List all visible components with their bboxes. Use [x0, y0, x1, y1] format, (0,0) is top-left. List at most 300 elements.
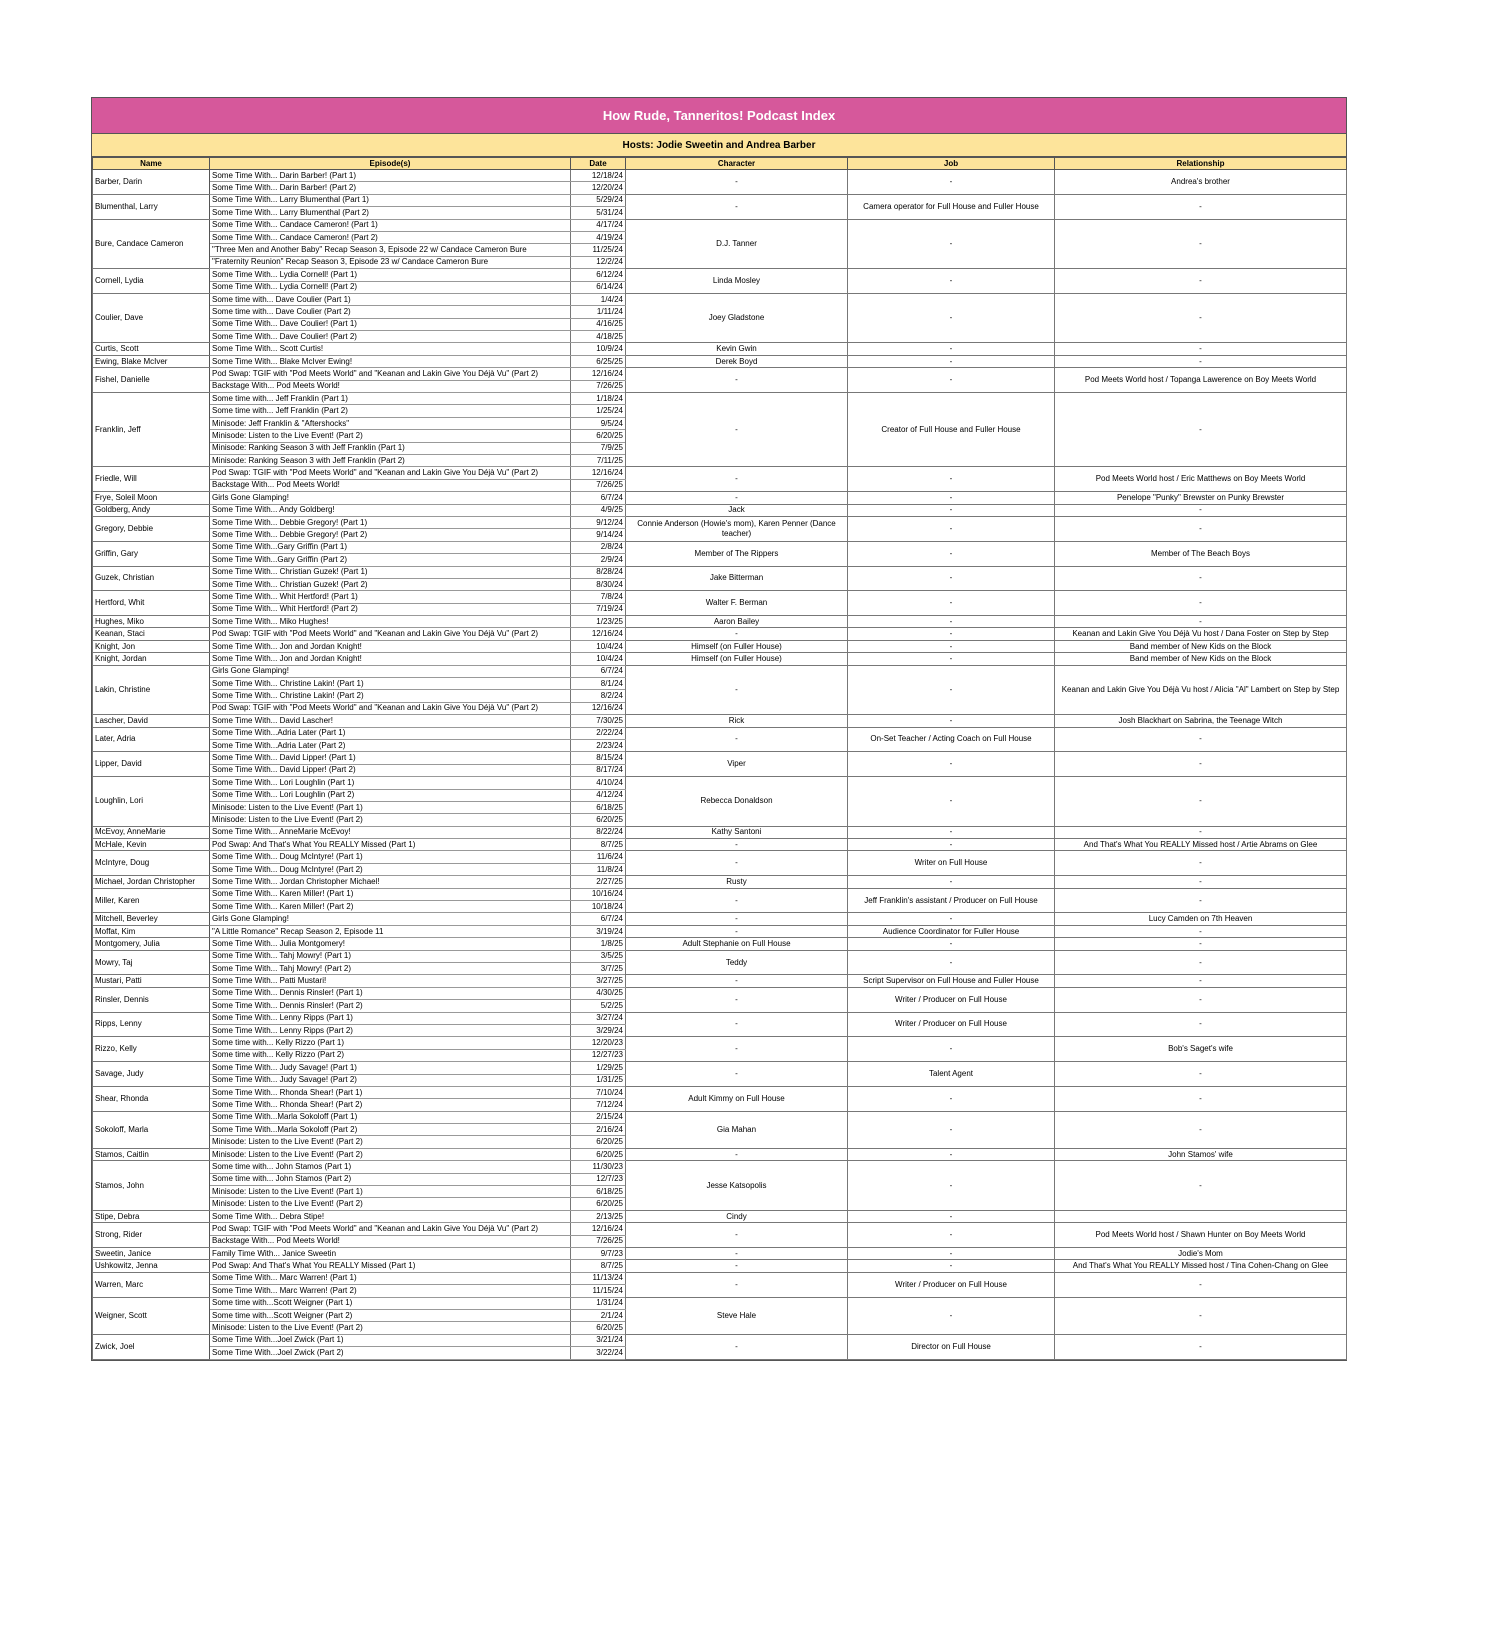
job-cell[interactable]: -: [848, 1086, 1055, 1111]
guest-name-cell[interactable]: Zwick, Joel: [93, 1334, 210, 1359]
episode-title-cell[interactable]: Some Time With... Julia Montgomery!: [210, 938, 571, 950]
episode-title-cell[interactable]: Girls Gone Glamping!: [210, 913, 571, 925]
job-cell[interactable]: Director on Full House: [848, 1334, 1055, 1359]
relationship-cell[interactable]: Band member of New Kids on the Block: [1055, 640, 1347, 652]
episode-date-cell[interactable]: 1/8/25: [571, 938, 626, 950]
episode-date-cell[interactable]: 8/22/24: [571, 826, 626, 838]
episode-title-cell[interactable]: Some Time With... Candace Cameron! (Part 1): [210, 219, 571, 231]
job-cell[interactable]: -: [848, 1037, 1055, 1062]
guest-name-cell[interactable]: Mustari, Patti: [93, 975, 210, 987]
guest-name-cell[interactable]: Goldberg, Andy: [93, 504, 210, 516]
job-cell[interactable]: Writer on Full House: [848, 851, 1055, 876]
relationship-cell[interactable]: -: [1055, 1161, 1347, 1211]
episode-date-cell[interactable]: 6/18/25: [571, 801, 626, 813]
job-cell[interactable]: -: [848, 628, 1055, 640]
episode-date-cell[interactable]: 3/27/24: [571, 1012, 626, 1024]
episode-date-cell[interactable]: 8/1/24: [571, 678, 626, 690]
guest-name-cell[interactable]: Keanan, Staci: [93, 628, 210, 640]
episode-title-cell[interactable]: Some Time With... Darin Barber! (Part 2): [210, 182, 571, 194]
episode-date-cell[interactable]: 2/16/24: [571, 1124, 626, 1136]
episode-date-cell[interactable]: 6/18/25: [571, 1186, 626, 1198]
episode-title-cell[interactable]: Girls Gone Glamping!: [210, 492, 571, 504]
relationship-cell[interactable]: -: [1055, 975, 1347, 987]
guest-name-cell[interactable]: Stamos, Caitlin: [93, 1148, 210, 1160]
relationship-cell[interactable]: Member of The Beach Boys: [1055, 541, 1347, 566]
job-cell[interactable]: -: [848, 1223, 1055, 1248]
episode-date-cell[interactable]: 8/2/24: [571, 690, 626, 702]
episode-title-cell[interactable]: Some Time With...Gary Griffin (Part 1): [210, 541, 571, 553]
relationship-cell[interactable]: -: [1055, 355, 1347, 367]
episode-date-cell[interactable]: 3/19/24: [571, 925, 626, 937]
episode-date-cell[interactable]: 3/22/24: [571, 1347, 626, 1359]
episode-title-cell[interactable]: Some Time With...Marla Sokoloff (Part 1): [210, 1111, 571, 1123]
character-cell[interactable]: -: [626, 492, 848, 504]
episode-date-cell[interactable]: 7/9/25: [571, 442, 626, 454]
episode-date-cell[interactable]: 11/13/24: [571, 1272, 626, 1284]
character-cell[interactable]: Jake Bitterman: [626, 566, 848, 591]
relationship-cell[interactable]: -: [1055, 393, 1347, 467]
relationship-cell[interactable]: -: [1055, 826, 1347, 838]
episode-title-cell[interactable]: Some Time With... Judy Savage! (Part 1): [210, 1062, 571, 1074]
relationship-cell[interactable]: -: [1055, 777, 1347, 827]
relationship-cell[interactable]: And That's What You REALLY Missed host / Tina Cohen-Chang on Glee: [1055, 1260, 1347, 1272]
episode-date-cell[interactable]: 2/22/24: [571, 727, 626, 739]
episode-date-cell[interactable]: 12/16/24: [571, 467, 626, 479]
episode-title-cell[interactable]: Some Time With... Jon and Jordan Knight!: [210, 653, 571, 665]
character-cell[interactable]: Kathy Santoni: [626, 826, 848, 838]
job-cell[interactable]: -: [848, 777, 1055, 827]
character-cell[interactable]: -: [626, 727, 848, 752]
episode-date-cell[interactable]: 5/2/25: [571, 1000, 626, 1012]
character-cell[interactable]: Kevin Gwin: [626, 343, 848, 355]
episode-date-cell[interactable]: 9/12/24: [571, 516, 626, 528]
episode-title-cell[interactable]: Some time with... Kelly Rizzo (Part 2): [210, 1049, 571, 1061]
character-cell[interactable]: -: [626, 628, 848, 640]
relationship-cell[interactable]: -: [1055, 727, 1347, 752]
guest-name-cell[interactable]: Mitchell, Beverley: [93, 913, 210, 925]
episode-date-cell[interactable]: 8/7/25: [571, 1260, 626, 1272]
guest-name-cell[interactable]: Weigner, Scott: [93, 1297, 210, 1334]
episode-date-cell[interactable]: 10/18/24: [571, 901, 626, 913]
episode-date-cell[interactable]: 1/11/24: [571, 306, 626, 318]
relationship-cell[interactable]: -: [1055, 1272, 1347, 1297]
episode-date-cell[interactable]: 12/20/23: [571, 1037, 626, 1049]
episode-title-cell[interactable]: Backstage With... Pod Meets World!: [210, 479, 571, 491]
episode-title-cell[interactable]: Some Time With... Karen Miller! (Part 2): [210, 901, 571, 913]
relationship-cell[interactable]: Pod Meets World host / Eric Matthews on Boy Meets World: [1055, 467, 1347, 492]
episode-title-cell[interactable]: Pod Swap: TGIF with "Pod Meets World" and "Keanan and Lakin Give You Déjà Vu" (Part 2): [210, 1223, 571, 1235]
episode-title-cell[interactable]: Some Time With...Adria Later (Part 1): [210, 727, 571, 739]
job-cell[interactable]: -: [848, 653, 1055, 665]
job-cell[interactable]: -: [848, 516, 1055, 541]
episode-title-cell[interactable]: Some time with... Dave Coulier (Part 2): [210, 306, 571, 318]
job-cell[interactable]: -: [848, 467, 1055, 492]
episode-title-cell[interactable]: Some Time With... Doug McIntyre! (Part 2): [210, 863, 571, 875]
character-cell[interactable]: Rusty: [626, 876, 848, 888]
episode-title-cell[interactable]: Pod Swap: And That's What You REALLY Missed (Part 1): [210, 839, 571, 851]
episode-date-cell[interactable]: 4/12/24: [571, 789, 626, 801]
column-header-date[interactable]: Date: [571, 158, 626, 170]
episode-title-cell[interactable]: Some Time With...Marla Sokoloff (Part 2): [210, 1124, 571, 1136]
episode-date-cell[interactable]: 1/25/24: [571, 405, 626, 417]
guest-name-cell[interactable]: Shear, Rhonda: [93, 1086, 210, 1111]
episode-title-cell[interactable]: Some Time With... Christine Lakin! (Part 2): [210, 690, 571, 702]
episode-date-cell[interactable]: 9/5/24: [571, 417, 626, 429]
relationship-cell[interactable]: Pod Meets World host / Topanga Lawerence on Boy Meets World: [1055, 368, 1347, 393]
episode-title-cell[interactable]: Some Time With... David Lascher!: [210, 715, 571, 727]
relationship-cell[interactable]: Pod Meets World host / Shawn Hunter on Boy Meets World: [1055, 1223, 1347, 1248]
character-cell[interactable]: Aaron Bailey: [626, 616, 848, 628]
episode-date-cell[interactable]: 7/26/25: [571, 1235, 626, 1247]
relationship-cell[interactable]: Keanan and Lakin Give You Déjà Vu host / Dana Foster on Step by Step: [1055, 628, 1347, 640]
episode-date-cell[interactable]: 11/6/24: [571, 851, 626, 863]
episode-date-cell[interactable]: 1/18/24: [571, 393, 626, 405]
character-cell[interactable]: -: [626, 1223, 848, 1248]
episode-date-cell[interactable]: 12/16/24: [571, 1223, 626, 1235]
episode-date-cell[interactable]: 7/30/25: [571, 715, 626, 727]
job-cell[interactable]: -: [848, 1161, 1055, 1211]
character-cell[interactable]: -: [626, 987, 848, 1012]
episode-date-cell[interactable]: 2/23/24: [571, 739, 626, 751]
episode-date-cell[interactable]: 8/7/25: [571, 839, 626, 851]
episode-title-cell[interactable]: Pod Swap: TGIF with "Pod Meets World" and "Keanan and Lakin Give You Déjà Vu" (Part 2): [210, 702, 571, 714]
episode-date-cell[interactable]: 3/29/24: [571, 1024, 626, 1036]
episode-title-cell[interactable]: Some Time With... Darin Barber! (Part 1): [210, 170, 571, 182]
episode-date-cell[interactable]: 11/25/24: [571, 244, 626, 256]
episode-title-cell[interactable]: Some time with... Jeff Franklin (Part 2): [210, 405, 571, 417]
relationship-cell[interactable]: -: [1055, 888, 1347, 913]
relationship-cell[interactable]: -: [1055, 938, 1347, 950]
episode-date-cell[interactable]: 2/8/24: [571, 541, 626, 553]
guest-name-cell[interactable]: Rinsler, Dennis: [93, 987, 210, 1012]
relationship-cell[interactable]: -: [1055, 1111, 1347, 1148]
episode-title-cell[interactable]: Family Time With... Janice Sweetin: [210, 1247, 571, 1259]
episode-title-cell[interactable]: Some Time With...Joel Zwick (Part 2): [210, 1347, 571, 1359]
job-cell[interactable]: -: [848, 293, 1055, 343]
episode-title-cell[interactable]: Some Time With... Jordan Christopher Michael!: [210, 876, 571, 888]
episode-title-cell[interactable]: Some Time With... Judy Savage! (Part 2): [210, 1074, 571, 1086]
episode-title-cell[interactable]: Some Time With... Debbie Gregory! (Part 2): [210, 529, 571, 541]
episode-title-cell[interactable]: Some Time With...Gary Griffin (Part 2): [210, 554, 571, 566]
episode-title-cell[interactable]: Minisode: Ranking Season 3 with Jeff Franklin (Part 1): [210, 442, 571, 454]
character-cell[interactable]: -: [626, 1012, 848, 1037]
guest-name-cell[interactable]: Warren, Marc: [93, 1272, 210, 1297]
episode-date-cell[interactable]: 6/7/24: [571, 492, 626, 504]
character-cell[interactable]: Member of The Rippers: [626, 541, 848, 566]
character-cell[interactable]: -: [626, 194, 848, 219]
character-cell[interactable]: Walter F. Berman: [626, 591, 848, 616]
character-cell[interactable]: Jesse Katsopolis: [626, 1161, 848, 1211]
episode-date-cell[interactable]: 8/17/24: [571, 764, 626, 776]
job-cell[interactable]: -: [848, 269, 1055, 294]
character-cell[interactable]: -: [626, 925, 848, 937]
guest-name-cell[interactable]: Miller, Karen: [93, 888, 210, 913]
episode-date-cell[interactable]: 1/29/25: [571, 1062, 626, 1074]
episode-date-cell[interactable]: 6/14/24: [571, 281, 626, 293]
relationship-cell[interactable]: -: [1055, 851, 1347, 876]
episode-date-cell[interactable]: 12/16/24: [571, 628, 626, 640]
episode-date-cell[interactable]: 2/27/25: [571, 876, 626, 888]
relationship-cell[interactable]: -: [1055, 925, 1347, 937]
episode-date-cell[interactable]: 12/16/24: [571, 368, 626, 380]
guest-name-cell[interactable]: Ripps, Lenny: [93, 1012, 210, 1037]
episode-title-cell[interactable]: Some time with...Scott Weigner (Part 2): [210, 1309, 571, 1321]
episode-title-cell[interactable]: Some Time With... Dave Coulier! (Part 1): [210, 318, 571, 330]
episode-date-cell[interactable]: 1/31/25: [571, 1074, 626, 1086]
episode-title-cell[interactable]: Some Time With... Doug McIntyre! (Part 1): [210, 851, 571, 863]
episode-title-cell[interactable]: Some Time With... Whit Hertford! (Part 2): [210, 603, 571, 615]
job-cell[interactable]: Creator of Full House and Fuller House: [848, 393, 1055, 467]
episode-title-cell[interactable]: Minisode: Listen to the Live Event! (Part 1): [210, 801, 571, 813]
relationship-cell[interactable]: Bob's Saget's wife: [1055, 1037, 1347, 1062]
guest-name-cell[interactable]: Coulier, Dave: [93, 293, 210, 343]
episode-date-cell[interactable]: 8/28/24: [571, 566, 626, 578]
guest-name-cell[interactable]: Sokoloff, Marla: [93, 1111, 210, 1148]
character-cell[interactable]: Linda Mosley: [626, 269, 848, 294]
guest-name-cell[interactable]: Barber, Darin: [93, 170, 210, 195]
job-cell[interactable]: Jeff Franklin's assistant / Producer on Full House: [848, 888, 1055, 913]
episode-date-cell[interactable]: 1/23/25: [571, 616, 626, 628]
episode-title-cell[interactable]: Some Time With... Lenny Ripps (Part 1): [210, 1012, 571, 1024]
episode-title-cell[interactable]: Pod Swap: And That's What You REALLY Missed (Part 1): [210, 1260, 571, 1272]
job-cell[interactable]: Writer / Producer on Full House: [848, 1012, 1055, 1037]
character-cell[interactable]: -: [626, 1062, 848, 1087]
character-cell[interactable]: Viper: [626, 752, 848, 777]
guest-name-cell[interactable]: Savage, Judy: [93, 1062, 210, 1087]
job-cell[interactable]: -: [848, 1210, 1055, 1222]
episode-date-cell[interactable]: 12/2/24: [571, 256, 626, 268]
job-cell[interactable]: -: [848, 219, 1055, 269]
episode-title-cell[interactable]: Minisode: Listen to the Live Event! (Part 2): [210, 1148, 571, 1160]
job-cell[interactable]: -: [848, 1148, 1055, 1160]
episode-date-cell[interactable]: 7/26/25: [571, 380, 626, 392]
guest-name-cell[interactable]: Curtis, Scott: [93, 343, 210, 355]
guest-name-cell[interactable]: Strong, Rider: [93, 1223, 210, 1248]
character-cell[interactable]: Connie Anderson (Howie's mom), Karen Penner (Dance teacher): [626, 516, 848, 541]
episode-title-cell[interactable]: Backstage With... Pod Meets World!: [210, 380, 571, 392]
relationship-cell[interactable]: -: [1055, 566, 1347, 591]
guest-name-cell[interactable]: Franklin, Jeff: [93, 393, 210, 467]
character-cell[interactable]: Steve Hale: [626, 1297, 848, 1334]
guest-name-cell[interactable]: Ushkowitz, Jenna: [93, 1260, 210, 1272]
episode-date-cell[interactable]: 6/7/24: [571, 913, 626, 925]
episode-title-cell[interactable]: Some Time With... Miko Hughes!: [210, 616, 571, 628]
guest-name-cell[interactable]: Stipe, Debra: [93, 1210, 210, 1222]
episode-title-cell[interactable]: Minisode: Listen to the Live Event! (Part 2): [210, 814, 571, 826]
episode-title-cell[interactable]: Minisode: Jeff Franklin & "Aftershocks": [210, 417, 571, 429]
episode-date-cell[interactable]: 6/20/25: [571, 814, 626, 826]
episode-title-cell[interactable]: Some Time With... David Lipper! (Part 1): [210, 752, 571, 764]
episode-title-cell[interactable]: Backstage With... Pod Meets World!: [210, 1235, 571, 1247]
episode-date-cell[interactable]: 7/10/24: [571, 1086, 626, 1098]
episode-date-cell[interactable]: 6/25/25: [571, 355, 626, 367]
episode-title-cell[interactable]: Some Time With...Joel Zwick (Part 1): [210, 1334, 571, 1346]
job-cell[interactable]: -: [848, 504, 1055, 516]
relationship-cell[interactable]: Keanan and Lakin Give You Déjà Vu host / Alicia "Al" Lambert on Step by Step: [1055, 665, 1347, 715]
job-cell[interactable]: Audience Coordinator for Fuller House: [848, 925, 1055, 937]
guest-name-cell[interactable]: Knight, Jon: [93, 640, 210, 652]
episode-title-cell[interactable]: "Fraternity Reunion" Recap Season 3, Episode 23 w/ Candace Cameron Bure: [210, 256, 571, 268]
episode-date-cell[interactable]: 6/12/24: [571, 269, 626, 281]
job-cell[interactable]: -: [848, 566, 1055, 591]
guest-name-cell[interactable]: Bure, Candace Cameron: [93, 219, 210, 269]
episode-date-cell[interactable]: 11/8/24: [571, 863, 626, 875]
character-cell[interactable]: -: [626, 467, 848, 492]
column-header-relationship[interactable]: Relationship: [1055, 158, 1347, 170]
episode-title-cell[interactable]: Some Time With... Tahj Mowry! (Part 1): [210, 950, 571, 962]
guest-name-cell[interactable]: Knight, Jordan: [93, 653, 210, 665]
relationship-cell[interactable]: Jodie's Mom: [1055, 1247, 1347, 1259]
episode-title-cell[interactable]: Some Time With... Larry Blumenthal (Part 1): [210, 194, 571, 206]
episode-date-cell[interactable]: 8/15/24: [571, 752, 626, 764]
episode-title-cell[interactable]: Some Time With... Scott Curtis!: [210, 343, 571, 355]
relationship-cell[interactable]: Josh Blackhart on Sabrina, the Teenage Witch: [1055, 715, 1347, 727]
guest-name-cell[interactable]: Loughlin, Lori: [93, 777, 210, 827]
guest-name-cell[interactable]: Michael, Jordan Christopher: [93, 876, 210, 888]
job-cell[interactable]: Talent Agent: [848, 1062, 1055, 1087]
episode-title-cell[interactable]: Minisode: Ranking Season 3 with Jeff Franklin (Part 2): [210, 454, 571, 466]
episode-title-cell[interactable]: "A Little Romance" Recap Season 2, Episode 11: [210, 925, 571, 937]
guest-name-cell[interactable]: Frye, Soleil Moon: [93, 492, 210, 504]
episode-title-cell[interactable]: Minisode: Listen to the Live Event! (Part 2): [210, 1198, 571, 1210]
relationship-cell[interactable]: -: [1055, 616, 1347, 628]
episode-title-cell[interactable]: Some Time With... Karen Miller! (Part 1): [210, 888, 571, 900]
relationship-cell[interactable]: -: [1055, 516, 1347, 541]
guest-name-cell[interactable]: Rizzo, Kelly: [93, 1037, 210, 1062]
episode-date-cell[interactable]: 12/16/24: [571, 702, 626, 714]
relationship-cell[interactable]: -: [1055, 1012, 1347, 1037]
job-cell[interactable]: Writer / Producer on Full House: [848, 987, 1055, 1012]
job-cell[interactable]: -: [848, 950, 1055, 975]
guest-name-cell[interactable]: Lipper, David: [93, 752, 210, 777]
episode-date-cell[interactable]: 6/7/24: [571, 665, 626, 677]
job-cell[interactable]: -: [848, 1260, 1055, 1272]
relationship-cell[interactable]: Lucy Camden on 7th Heaven: [1055, 913, 1347, 925]
guest-name-cell[interactable]: Later, Adria: [93, 727, 210, 752]
episode-date-cell[interactable]: 10/16/24: [571, 888, 626, 900]
episode-date-cell[interactable]: 3/5/25: [571, 950, 626, 962]
episode-date-cell[interactable]: 5/31/24: [571, 207, 626, 219]
episode-title-cell[interactable]: Some Time With... AnneMarie McEvoy!: [210, 826, 571, 838]
guest-name-cell[interactable]: Sweetin, Janice: [93, 1247, 210, 1259]
job-cell[interactable]: -: [848, 665, 1055, 715]
character-cell[interactable]: Gia Mahan: [626, 1111, 848, 1148]
episode-date-cell[interactable]: 4/10/24: [571, 777, 626, 789]
character-cell[interactable]: Rebecca Donaldson: [626, 777, 848, 827]
episode-title-cell[interactable]: Minisode: Listen to the Live Event! (Part 2): [210, 1136, 571, 1148]
episode-date-cell[interactable]: 6/20/25: [571, 1322, 626, 1334]
episode-date-cell[interactable]: 6/20/25: [571, 1198, 626, 1210]
episode-date-cell[interactable]: 4/16/25: [571, 318, 626, 330]
job-cell[interactable]: -: [848, 752, 1055, 777]
guest-name-cell[interactable]: Gregory, Debbie: [93, 516, 210, 541]
job-cell[interactable]: -: [848, 541, 1055, 566]
episode-date-cell[interactable]: 2/9/24: [571, 554, 626, 566]
episode-title-cell[interactable]: Some time with... Dave Coulier (Part 1): [210, 293, 571, 305]
guest-name-cell[interactable]: Lakin, Christine: [93, 665, 210, 715]
episode-date-cell[interactable]: 4/19/24: [571, 231, 626, 243]
relationship-cell[interactable]: -: [1055, 752, 1347, 777]
character-cell[interactable]: Jack: [626, 504, 848, 516]
guest-name-cell[interactable]: Cornell, Lydia: [93, 269, 210, 294]
episode-date-cell[interactable]: 4/9/25: [571, 504, 626, 516]
character-cell[interactable]: Adult Stephanie on Full House: [626, 938, 848, 950]
guest-name-cell[interactable]: Stamos, John: [93, 1161, 210, 1211]
episode-title-cell[interactable]: Some time with... John Stamos (Part 1): [210, 1161, 571, 1173]
job-cell[interactable]: -: [848, 170, 1055, 195]
character-cell[interactable]: Joey Gladstone: [626, 293, 848, 343]
character-cell[interactable]: -: [626, 1260, 848, 1272]
episode-date-cell[interactable]: 9/7/23: [571, 1247, 626, 1259]
episode-date-cell[interactable]: 10/4/24: [571, 653, 626, 665]
character-cell[interactable]: -: [626, 913, 848, 925]
episode-title-cell[interactable]: Some Time With... Christian Guzek! (Part 2): [210, 578, 571, 590]
job-cell[interactable]: -: [848, 1247, 1055, 1259]
episode-title-cell[interactable]: Pod Swap: TGIF with "Pod Meets World" and "Keanan and Lakin Give You Déjà Vu" (Part 2): [210, 368, 571, 380]
character-cell[interactable]: -: [626, 851, 848, 876]
job-cell[interactable]: Camera operator for Full House and Fuller House: [848, 194, 1055, 219]
guest-name-cell[interactable]: McIntyre, Doug: [93, 851, 210, 876]
relationship-cell[interactable]: -: [1055, 1086, 1347, 1111]
character-cell[interactable]: D.J. Tanner: [626, 219, 848, 269]
guest-name-cell[interactable]: Montgomery, Julia: [93, 938, 210, 950]
episode-date-cell[interactable]: 10/4/24: [571, 640, 626, 652]
episode-date-cell[interactable]: 2/13/25: [571, 1210, 626, 1222]
episode-title-cell[interactable]: Some Time With... Patti Mustari!: [210, 975, 571, 987]
episode-date-cell[interactable]: 10/9/24: [571, 343, 626, 355]
job-cell[interactable]: On-Set Teacher / Acting Coach on Full House: [848, 727, 1055, 752]
relationship-cell[interactable]: -: [1055, 876, 1347, 888]
episode-date-cell[interactable]: 3/7/25: [571, 963, 626, 975]
relationship-cell[interactable]: John Stamos' wife: [1055, 1148, 1347, 1160]
relationship-cell[interactable]: -: [1055, 950, 1347, 975]
character-cell[interactable]: Himself (on Fuller House): [626, 640, 848, 652]
job-cell[interactable]: -: [848, 1111, 1055, 1148]
episode-date-cell[interactable]: 11/30/23: [571, 1161, 626, 1173]
relationship-cell[interactable]: -: [1055, 219, 1347, 269]
episode-title-cell[interactable]: Minisode: Listen to the Live Event! (Part 2): [210, 1322, 571, 1334]
episode-date-cell[interactable]: 4/30/25: [571, 987, 626, 999]
episode-title-cell[interactable]: Some Time With... Marc Warren! (Part 2): [210, 1285, 571, 1297]
job-cell[interactable]: -: [848, 913, 1055, 925]
column-header-episodes[interactable]: Episode(s): [210, 158, 571, 170]
character-cell[interactable]: -: [626, 368, 848, 393]
column-header-character[interactable]: Character: [626, 158, 848, 170]
relationship-cell[interactable]: -: [1055, 504, 1347, 516]
guest-name-cell[interactable]: Guzek, Christian: [93, 566, 210, 591]
episode-title-cell[interactable]: Some time with... Kelly Rizzo (Part 1): [210, 1037, 571, 1049]
episode-date-cell[interactable]: 1/4/24: [571, 293, 626, 305]
relationship-cell[interactable]: -: [1055, 1297, 1347, 1334]
episode-title-cell[interactable]: Some Time With... Whit Hertford! (Part 1): [210, 591, 571, 603]
episode-title-cell[interactable]: Some Time With... Dennis Rinsler! (Part 1): [210, 987, 571, 999]
job-cell[interactable]: -: [848, 343, 1055, 355]
guest-name-cell[interactable]: McEvoy, AnneMarie: [93, 826, 210, 838]
relationship-cell[interactable]: Band member of New Kids on the Block: [1055, 653, 1347, 665]
relationship-cell[interactable]: And That's What You REALLY Missed host / Artie Abrams on Glee: [1055, 839, 1347, 851]
job-cell[interactable]: -: [848, 839, 1055, 851]
relationship-cell[interactable]: Andrea's brother: [1055, 170, 1347, 195]
episode-title-cell[interactable]: Some Time With... Tahj Mowry! (Part 2): [210, 963, 571, 975]
relationship-cell[interactable]: -: [1055, 1062, 1347, 1087]
relationship-cell[interactable]: Penelope "Punky" Brewster on Punky Brewster: [1055, 492, 1347, 504]
episode-title-cell[interactable]: Some time with... John Stamos (Part 2): [210, 1173, 571, 1185]
character-cell[interactable]: -: [626, 1247, 848, 1259]
job-cell[interactable]: -: [848, 876, 1055, 888]
guest-name-cell[interactable]: Moffat, Kim: [93, 925, 210, 937]
episode-title-cell[interactable]: Some Time With... Marc Warren! (Part 1): [210, 1272, 571, 1284]
episode-title-cell[interactable]: Some Time With... Blake McIver Ewing!: [210, 355, 571, 367]
